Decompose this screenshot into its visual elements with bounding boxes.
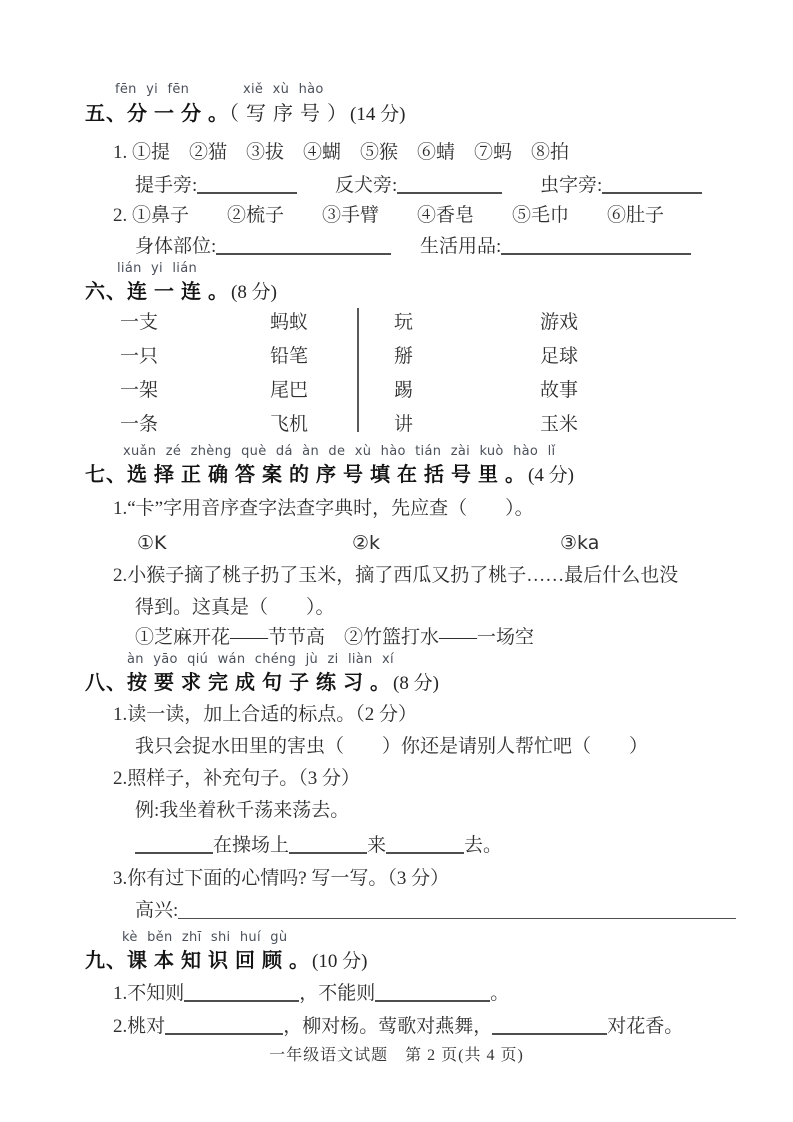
match-object: 故事 bbox=[540, 380, 579, 401]
label-tishoupang: 提手旁: bbox=[135, 174, 198, 196]
label-body-parts: 身体部位: bbox=[135, 235, 217, 257]
section5-title-note: （ 写 序 号 ） bbox=[229, 103, 348, 125]
label-happy: 高兴: bbox=[135, 900, 179, 921]
section7-score: (4 分) bbox=[528, 465, 574, 486]
section7-q2-line1: 2.小猴子摘了桃子扔了玉米，摘了西瓜又扔了桃子……最后什么也没 bbox=[113, 565, 679, 586]
section5-score: (14 分) bbox=[350, 104, 406, 125]
section8-title bbox=[85, 669, 439, 698]
section8-pinyin: àn yāo qiú wán chéng jù zi liàn xí bbox=[127, 652, 394, 667]
match-noun: 铅笔 bbox=[270, 346, 309, 367]
match-object: 足球 bbox=[540, 346, 579, 367]
section8-q1-body: 我只会捉水田里的害虫（ ）你还是请别人帮忙吧（ ） bbox=[135, 736, 649, 757]
section7-q1-option-2: ②k bbox=[352, 532, 381, 554]
match-column-divider bbox=[357, 308, 359, 432]
answer-blank bbox=[492, 1013, 607, 1035]
match-measure-word: 一支 bbox=[120, 312, 159, 333]
fill-text: ，柳对杨。莺歌对燕舞， bbox=[283, 1015, 493, 1037]
match-measure-word: 一只 bbox=[120, 346, 159, 367]
section7-title bbox=[85, 461, 574, 490]
fill-text: 去。 bbox=[464, 834, 503, 856]
section9-q1 bbox=[113, 980, 509, 1007]
match-row bbox=[120, 344, 660, 370]
answer-blank bbox=[184, 980, 299, 1002]
section7-q2-options: ①芝麻开花——节节高 ②竹篮打水——一场空 bbox=[135, 627, 535, 648]
section8-q2-example: 例:我坐着秋千荡来荡去。 bbox=[135, 800, 350, 821]
section5-q2-items: 2. ①鼻子 ②梳子 ③手臂 ④香皂 ⑤毛巾 ⑥肚子 bbox=[113, 205, 665, 226]
section6-title bbox=[85, 278, 277, 307]
fill-text: 2.桃对 bbox=[113, 1015, 166, 1037]
answer-blank bbox=[216, 233, 391, 255]
fill-text: 1.不知则 bbox=[113, 982, 185, 1004]
section5-q1-blank-group1 bbox=[135, 172, 297, 199]
section9-title bbox=[85, 947, 367, 976]
section5-q1-items: 1. ①提 ②猫 ③拔 ④蝴 ⑤猴 ⑥蜻 ⑦蚂 ⑧拍 bbox=[113, 142, 570, 163]
section9-title-text: 九、课 本 知 识 回 顾 。 bbox=[85, 950, 310, 972]
match-verb: 玩 bbox=[394, 312, 414, 333]
fill-text: 对花香。 bbox=[607, 1015, 684, 1037]
answer-blank bbox=[197, 172, 297, 194]
answer-blank bbox=[178, 898, 736, 919]
section9-pinyin: kè běn zhī shi huí gù bbox=[122, 930, 288, 945]
answer-blank bbox=[135, 832, 213, 854]
section8-q2-fill bbox=[135, 832, 502, 859]
section7-q2-line2: 得到。这真是（ ）。 bbox=[135, 597, 335, 618]
fill-text: 。 bbox=[490, 982, 510, 1004]
answer-blank bbox=[165, 1013, 283, 1035]
section5-title bbox=[85, 100, 405, 129]
section5-pinyin-a: fēn yi fēn bbox=[115, 82, 190, 97]
section7-q1-option-1: ①K bbox=[137, 532, 167, 554]
match-row bbox=[120, 412, 660, 438]
section5-q1-blank-group3 bbox=[540, 172, 702, 199]
section8-score: (8 分) bbox=[393, 673, 439, 694]
label-chongzipang: 虫字旁: bbox=[540, 174, 603, 196]
section9-score: (10 分) bbox=[312, 951, 368, 972]
answer-blank bbox=[386, 832, 464, 854]
match-noun: 尾巴 bbox=[270, 380, 309, 401]
label-fanquanpang: 反犬旁: bbox=[335, 174, 398, 196]
answer-blank bbox=[397, 172, 502, 194]
page-footer: 一年级语文试题 第 2 页(共 4 页) bbox=[269, 1047, 524, 1064]
section7-pinyin: xuǎn zé zhèng què dá àn de xù hào tián zài kuò hào lǐ bbox=[123, 444, 556, 459]
match-verb: 踢 bbox=[394, 380, 414, 401]
answer-blank bbox=[602, 172, 702, 194]
section8-title-text: 八、按 要 求 完 成 句 子 练 习 。 bbox=[85, 672, 391, 694]
section9-q2 bbox=[113, 1013, 683, 1040]
section7-q1: 1.“卡”字用音序查字法查字典时，先应查（ ）。 bbox=[113, 498, 534, 519]
fill-text: 来 bbox=[367, 834, 387, 856]
section5-q1-blank-group2 bbox=[335, 172, 502, 199]
section7-q1-option-3: ③ka bbox=[560, 532, 600, 554]
match-row bbox=[120, 310, 660, 336]
section7-title-text: 七、选 择 正 确 答 案 的 序 号 填 在 括 号 里 。 bbox=[85, 464, 526, 486]
section8-q3: 3.你有过下面的心情吗? 写一写。（3 分） bbox=[113, 868, 450, 889]
match-object: 玉米 bbox=[540, 414, 579, 435]
match-verb: 讲 bbox=[394, 414, 414, 435]
match-noun: 蚂蚁 bbox=[270, 312, 309, 333]
match-verb: 掰 bbox=[394, 346, 414, 367]
answer-blank bbox=[289, 832, 367, 854]
answer-blank bbox=[375, 980, 490, 1002]
section5-title-text: 五、分 一 分 。 bbox=[85, 103, 229, 125]
match-row bbox=[120, 378, 660, 404]
section8-q1: 1.读一读，加上合适的标点。（2 分） bbox=[113, 704, 418, 725]
label-daily-items: 生活用品: bbox=[420, 235, 502, 257]
section5-pinyin-b: xiě xù hào bbox=[243, 82, 324, 97]
match-object: 游戏 bbox=[540, 312, 579, 333]
match-measure-word: 一架 bbox=[120, 380, 159, 401]
match-measure-word: 一条 bbox=[120, 414, 159, 435]
fill-text: ，不能则 bbox=[299, 982, 376, 1004]
answer-blank bbox=[501, 233, 691, 255]
match-noun: 飞机 bbox=[270, 414, 309, 435]
section5-q2-blank-group2 bbox=[420, 233, 691, 260]
section6-pinyin: lián yi lián bbox=[117, 261, 198, 276]
section8-q3-answer bbox=[135, 898, 736, 924]
fill-text: 在操场上 bbox=[213, 834, 290, 856]
section6-title-text: 六、连 一 连 。 bbox=[85, 281, 229, 303]
section6-score: (8 分) bbox=[231, 282, 277, 303]
section5-q2-blank-group1 bbox=[135, 233, 391, 260]
section8-q2: 2.照样子，补充句子。（3 分） bbox=[113, 768, 361, 789]
